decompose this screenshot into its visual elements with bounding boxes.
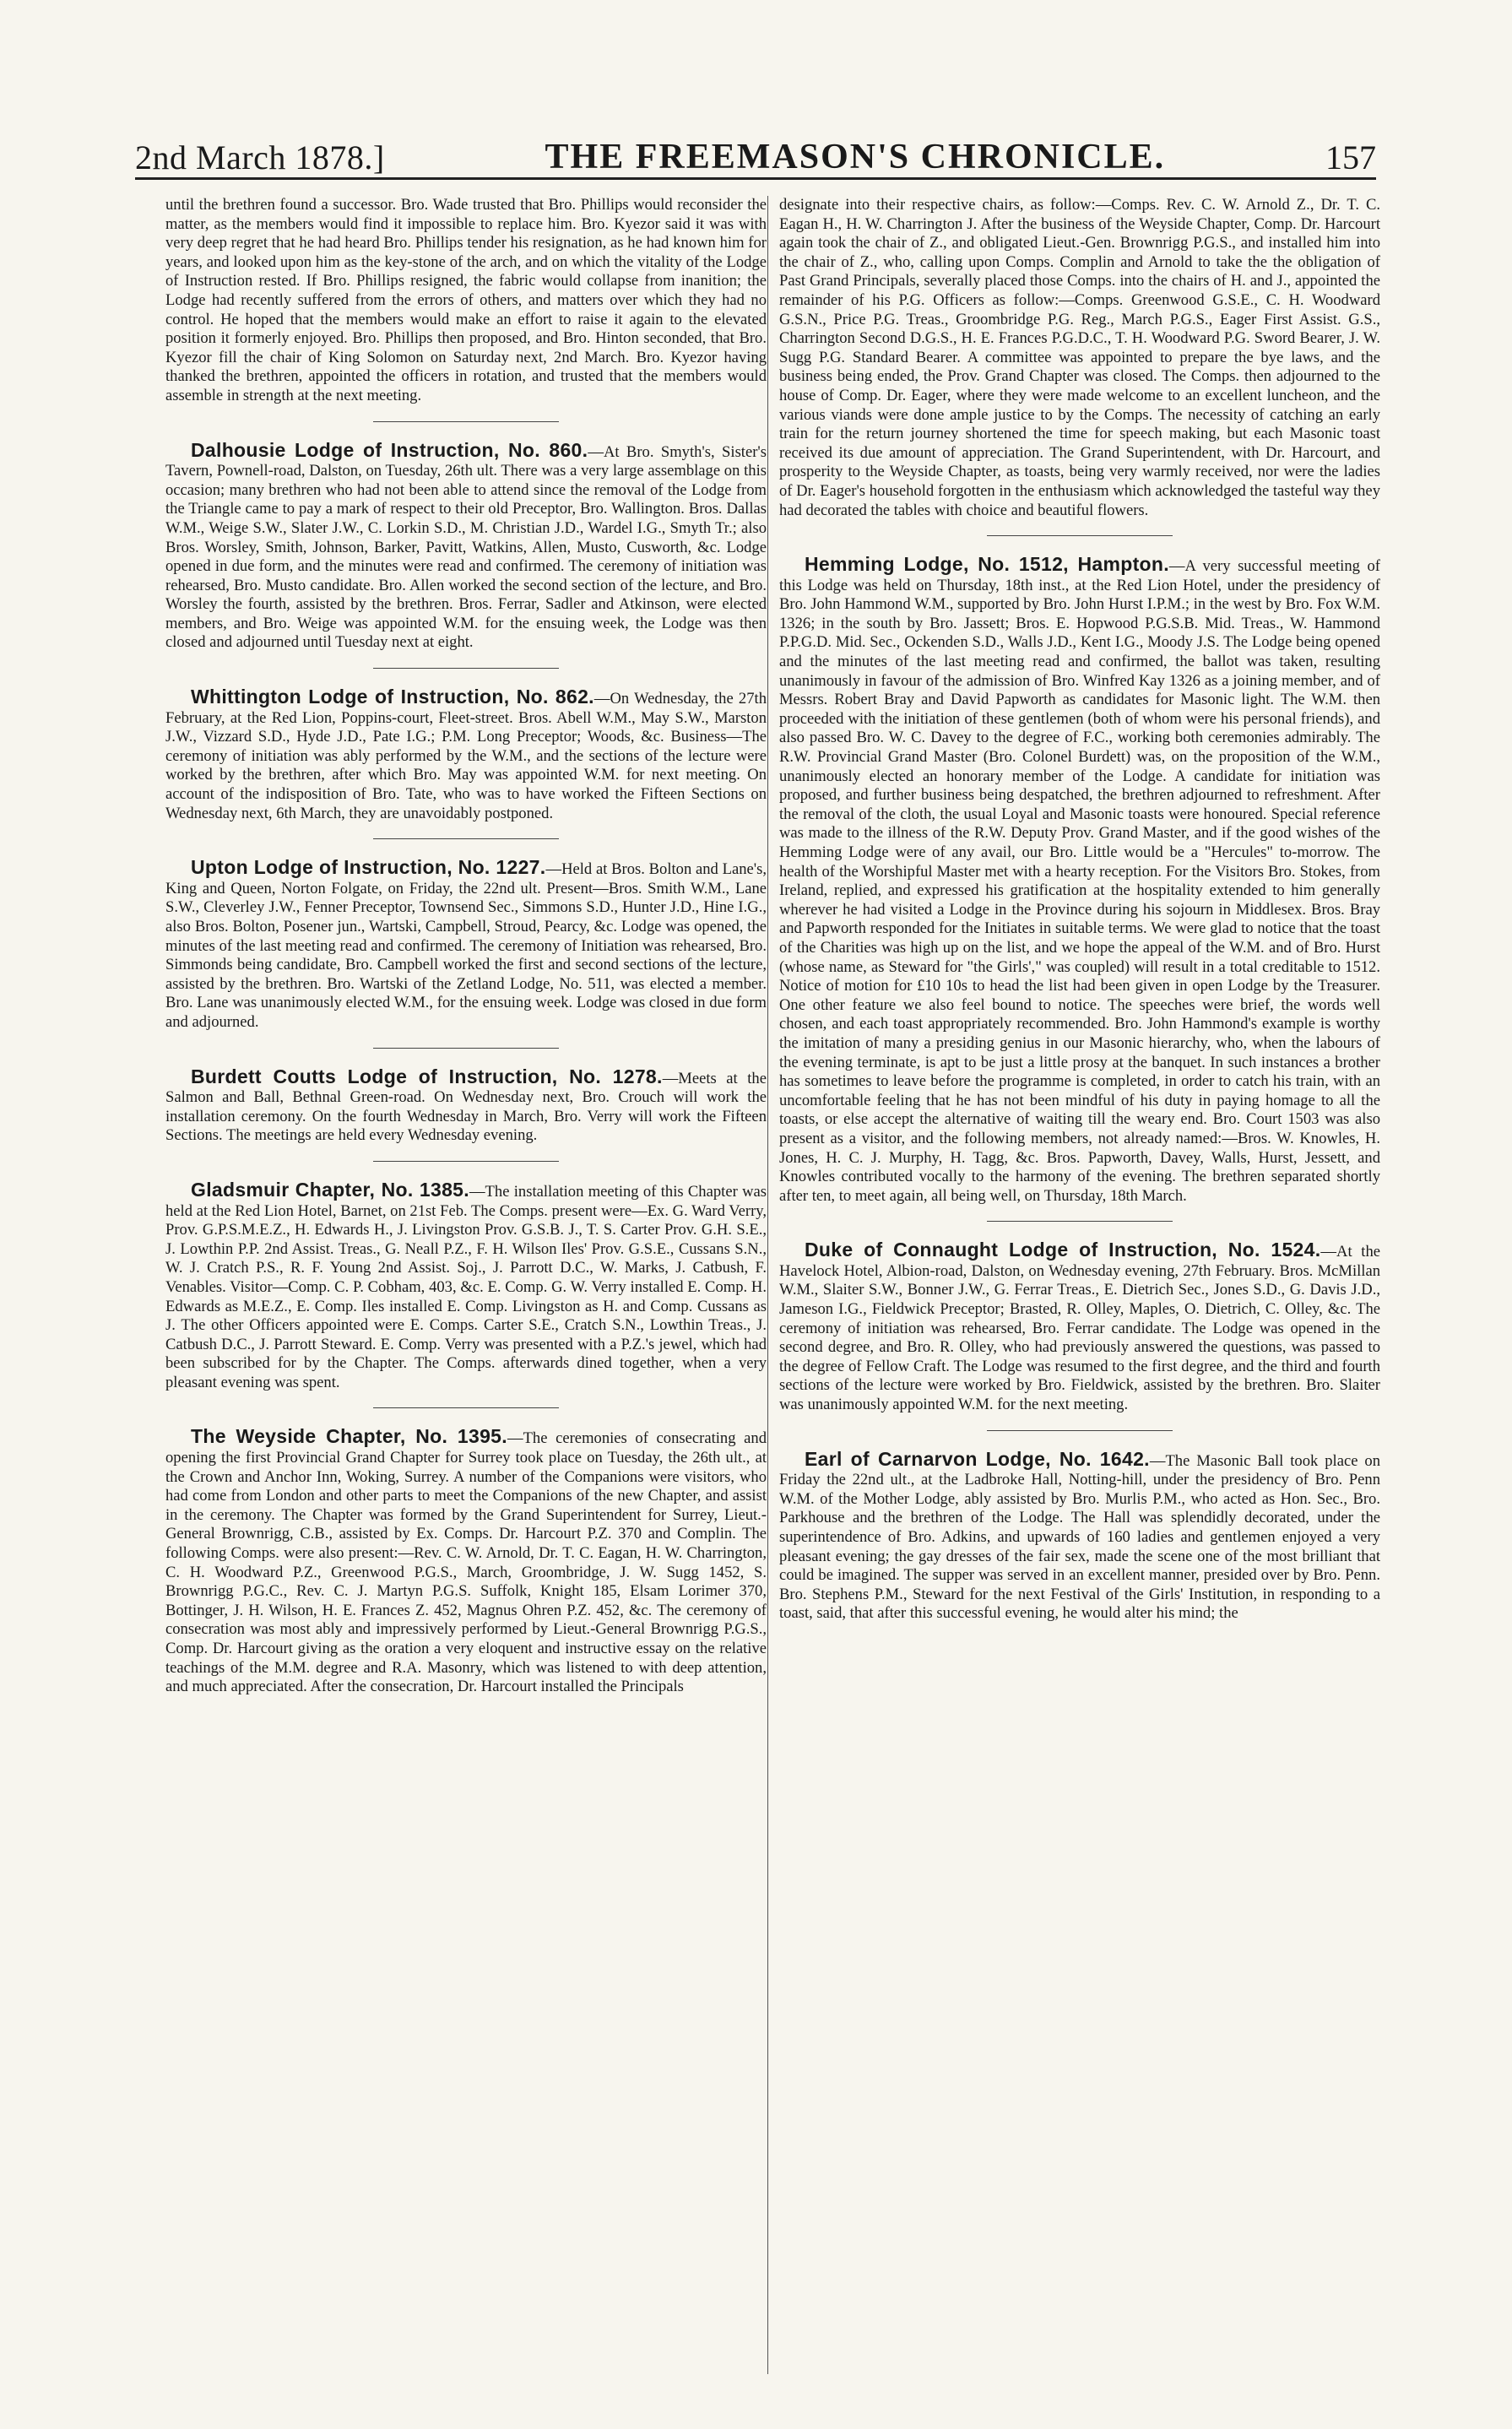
section-rule bbox=[373, 1407, 559, 1408]
right-column bbox=[779, 196, 1380, 1624]
section-rule bbox=[987, 1221, 1173, 1222]
column-divider bbox=[767, 196, 768, 2374]
continued-text: until the brethren found a successor. Bro. Wade trusted that Bro. Phillips would reconsider the matter, as the members would find it impossible to replace him. Bro. Kyezor said it was with very deep regret that he had heard Bro. Phillips tender his resignation, as he had known him for years, and looked upon him as the key-stone of the arch, and on which the vitality of the Lodge of Instruction rested. If Bro. Phillips resigned, the fabric would collapse from inanition; the Lodge had recently suffered from the errors of others, and matters over which they had no control. He hoped that the members would make an effort to raise it again to the elevated position it formerly enjoyed. Bro. Phillips then proposed, and Bro. Hinton seconded, that Bro. Kyezor fill the chair of King Solomon on Saturday next, 2nd March. Bro. Kyezor having thanked the brethren, appointed the officers in rotation, and trusted that the members would assemble in strength at the next meeting. bbox=[165, 196, 767, 404]
section-rule bbox=[373, 668, 559, 669]
article-heading: Duke of Connaught Lodge of Instruction, No. 1524. bbox=[805, 1239, 1321, 1261]
section-rule bbox=[373, 1161, 559, 1162]
article-body: —On Wednesday, the 27th February, at the Red Lion, Poppins-court, Fleet-street. Bros. Abell W.M., May S.W., Marston J.W., Vizzard S.D., Hyde J.D., Pate I.G.; P.M. Long Preceptor; Woods, &c. Business—The ceremony of initiation was ably performed by the W.M., and the sections of the lecture were worked by the brethren, after which Bro. May was appointed W.M. for next meeting. On account of the indisposition of Bro. Tate, who was to have worked the Fifteen Sections on Wednesday next, 6th March, they are unavoidably postponed. bbox=[165, 690, 767, 822]
article-body: —A very successful meeting of this Lodge was held on Thursday, 18th inst., at the Red Lion Hotel, under the presidency of Bro. John Hammond W.M., supported by Bro. John Hurst I.P.M.; in the west by Bro. Fox W.M. 1326; in the south by Bro. Jassett; Bros. E. Hopwood P.G.S.B. Mid. Treas., W. Hammond P.P.G.D. Mid. Sec., Ockenden S.D., Walls J.D., Kent I.G., Moody J.S. The Lodge being opened and the minutes of the last meeting read and confirmed, the ballot was taken, resulting unanimously in favour of the admission of Bro. Winfred Kay 1326 as a joining member, and of Messrs. Robert Bray and David Papworth as candidates for Masonic light. The W.M. then proceeded with the initiation of these gentlemen (both of whom were his personal friends), and also passed Bro. W. C. Davey to the degree of F.C., working both ceremonies admirably. The R.W. Provincial Grand Master (Bro. Colonel Burdett) was, on the proposition of the W.M., unanimously elected an honorary member of the Lodge. A candidate for initiation was proposed, and further business being despatched, the brethren adjourned to refreshment. After the removal of the cloth, the usual Loyal and Masonic toasts were honoured. Special reference was made to the illness of the R.W. Deputy Prov. Grand Master, and if the good wishes of the Hemming Lodge were of any avail, our Bro. Little would be a "Hercules" to-morrow. The health of the Worshipful Master met with a hearty reception. For the Visitors Bro. Stokes, from Ireland, replied, and expressed his gratification at the hospitality extended to him generally wherever he had visited a Lodge in the Province during his sojourn in Middlesex. Bros. Bray and Papworth responded for the Initiates in suitable terms. We were glad to notice that the toast of the Charities was high up on the list, and we hope the appeal of the W.M. and of Bro. Hurst (whose name, as Steward for "the Girls'," was coupled) will result in a total creditable to 1512. Notice of motion for £10 10s to head the list had been given in open Lodge by the Treasurer. One other feature we also feel bound to notice. The speeches were brief, the words well chosen, and each toast appropriately recommended. Bro. John Hammond's example is worthy the imitation of many a presiding genius in our Masonic hierarchy, who, when the labours of the evening terminate, is apt to be just a little prosy at the banquet. In such instances a brother has sometimes to leave before the programme is completed, in order to catch his train, with an uncomfortable feeling that he has not been mindful of his duty in paying homage to all the toasts, or else accept the alternative of waiting till the weary end. Bro. Court 1503 was also present as a visitor, and the following members, not already named:—Bros. W. Knowles, H. Jones, H. C. J. Murphy, H. Tagg, &c. Bros. Papworth, Davey, Walls, Hurst, Jessett, and Knowles contributed vocally to the harmony of the evening. The brethren separated shortly after ten, to meet again, all being well, on Thursday, 18th March. bbox=[779, 557, 1380, 1205]
section-rule bbox=[987, 535, 1173, 536]
article-body: —At the Havelock Hotel, Albion-road, Dalston, on Wednesday evening, 27th February. Bros. McMillan W.M., Slaiter S.W., Bonner J.W., G. Ferrar Treas., E. Dietrich Sec., Jones S.D., G. Davis J.D., Jameson I.G., Fieldwick Preceptor; Brasted, R. Olley, Maples, O. Dietrich, C. Olley, &c. The ceremony of initiation was rehearsed, Bro. Ferrar candidate. The Lodge was opened in the second degree, and Bro. R. Olley, who had previously answered the questions, was passed to the degree of Fellow Craft. The Lodge was resumed to the first degree, and the third and fourth sections of the lecture were worked by Bro. Fieldwick, assisted by the brethren. Bro. Slaiter was unanimously appointed W.M. for the next meeting. bbox=[779, 1243, 1380, 1414]
article-body: —Held at Bros. Bolton and Lane's, King and Queen, Norton Folgate, on Friday, the 22nd ult. Present—Bros. Smith W.M., Lane S.W., Cleverley J.W., Fenner Preceptor, Townsend Sec., Simmons S.D., Hunter J.D., Hine I.G., also Bros. Bolton, Posener jun., Wartski, Campbell, Stroud, Pearcy, &c. Lodge was opened, the minutes of the last meeting read and confirmed. The ceremony of Initiation was rehearsed, Bro. Simmonds being candidate, Bro. Campbell worked the first and second sections of the lecture, assisted by the brethren. Bro. Wartski of the Zetland Lodge, No. 511, was elected a member. Bro. Lane was unanimously elected W.M., for the ensuing week. Lodge was closed in due form and adjourned. bbox=[165, 860, 767, 1031]
article-heading: Dalhousie Lodge of Instruction, No. 860. bbox=[191, 438, 588, 461]
article bbox=[165, 1067, 767, 1146]
masthead bbox=[135, 127, 1376, 180]
article-heading: Burdett Coutts Lodge of Instruction, No. 1278. bbox=[191, 1065, 663, 1087]
article-heading: The Weyside Chapter, No. 1395. bbox=[191, 1425, 507, 1448]
article bbox=[165, 858, 767, 1032]
section-rule bbox=[373, 1048, 559, 1049]
left-column bbox=[165, 196, 767, 1697]
article-heading: Upton Lodge of Instruction, No. 1227. bbox=[191, 856, 546, 879]
article bbox=[779, 1447, 1380, 1624]
section-rule bbox=[373, 421, 559, 422]
article-body: —The Masonic Ball took place on Friday the 22nd ult., at the Ladbroke Hall, Notting-hill, under the presidency of Bro. Penn W.M. of the Mother Lodge, ably assisted by Bro. Murlis P.M., who acted as Hon. Sec., Bro. Parkhouse and the brethren of the Lodge. The Hall was splendidly decorated, under the superintendence of Bro. Adkins, and upwards of 160 ladies and gentlemen enjoyed a very pleasant evening; the gay dresses of the fair sex, made the scene one of the most brilliant that could be imagined. The supper was served in an excellent manner, presided over by Bro. Penn. Bro. Stephens P.M., Steward for the next Festival of the Girls' Institution, in responding to a toast, said, that after this successful evening, he would alter his mind; the bbox=[779, 1451, 1380, 1623]
article-heading: Hemming Lodge, No. 1512, Hampton. bbox=[805, 553, 1169, 576]
article-heading: Whittington Lodge of Instruction, No. 862. bbox=[191, 686, 594, 708]
publication-title: THE FREEMASON'S CHRONICLE. bbox=[545, 138, 1166, 176]
article-heading: Earl of Carnarvon Lodge, No. 1642. bbox=[805, 1447, 1150, 1470]
article-body: —At Bro. Smyth's, Sister's Tavern, Pownell-road, Dalston, on Tuesday, 26th ult. There was a very large assemblage on this occasion; many brethren who had not been able to attend since the removal of the Lodge from the Triangle came to pay a mark of respect to their old Preceptor, Bro. Wallington. Bros. Dallas W.M., Weige S.W., Slater J.W., C. Lorkin S.D., M. Christian J.D., Wardel I.G., Smyth Tr.; also Bros. Worsley, Smith, Johnson, Barker, Pavitt, Watkins, Allen, Musto, Cusworth, &c. Lodge opened in due form, and the minutes were read and confirmed. The ceremony of initiation was rehearsed, Bro. Musto candidate. Bro. Allen worked the second section of the lecture, and Bro. Worsley the fourth, assisted by the brethren. Bros. Ferrar, Sadler and Atkinson, were elected members, and Bro. Weige was appointed W.M. for the ensuing week, the Lodge was then closed and adjourned until Tuesday next at eight. bbox=[165, 442, 767, 652]
section-rule bbox=[987, 1430, 1173, 1431]
article-body: —Meets at the Salmon and Ball, Bethnal Green-road. On Wednesday next, Bro. Crouch will work the installation ceremony. On the fourth Wednesday in March, Bro. Verry will work the Fifteen Sections. The meetings are held every Wednesday evening. bbox=[165, 1069, 767, 1145]
article-heading: Gladsmuir Chapter, No. 1385. bbox=[191, 1178, 469, 1201]
section-rule bbox=[373, 838, 559, 839]
article bbox=[779, 555, 1380, 1206]
article-body: —The ceremonies of consecrating and opening the first Provincial Grand Chapter for Surrey took place on Tuesday, the 26th ult., at the Crown and Anchor Inn, Woking, Surrey. A number of the Companions were visitors, who had come from London and other parts to meet the Companions of the new Chapter, and assist in the ceremony. The Chapter was formed by the Grand Superintendent for Surrey, Lieut.-General Brownrigg, C.B., assisted by Ex. Comps. Dr. Harcourt P.Z. 370 and Complin. The following Comps. were also present:—Rev. C. W. Arnold, Dr. T. C. Eagan, H. W. Charrington, C. H. Woodward P.Z., Greenwood P.G.S., March, Groombridge, J. W. Sugg 1452, S. Brownrigg P.G.C., Rev. C. J. Martyn P.G.S. Suffolk, Knight 185, Elsam Lorimer 370, Bottinger, J. H. Wilson, H. E. Frances Z. 452, Magnus Ohren P.Z. 452, &c. The ceremony of consecration was most ably and impressively performed by Lieut.-General Brownrigg P.G.S., Comp. Dr. Harcourt giving as the oration a very eloquent and instructive essay on the relative teachings of the M.M. degree and R.A. Masonry, which was listened to with deep attention, and much appreciated. After the consecration, Dr. Harcourt installed the Principals bbox=[165, 1429, 767, 1696]
article bbox=[165, 1180, 767, 1393]
article-body: —The installation meeting of this Chapter was held at the Red Lion Hotel, Barnet, on 21st Feb. The Comps. present were—Ex. G. Ward Verry, Prov. G.P.S.M.E.Z., H. Edwards H., J. Livingston Prov. G.S.B. J., T. S. Carter Prov. G.H. S.E., J. Lowthin P.P. 2nd Assist. Treas., G. Neall P.Z., F. H. Wilson Iles' Prov. G.S.E., Cussans S.N., W. J. Cratch P.S., R. F. Young 2nd Assist. Soj., J. Parrott D.C., W. Marks, J. Catbush, F. Venables. Visitor—Comp. C. P. Cobham, 403, &c. E. Comp. G. W. Verry installed E. Comp. H. Edwards as M.E.Z., E. Comp. Iles installed E. Comp. Livingston as H. and Comp. Cussans as J. The other Officers appointed were E. Comps. Carter S.E., Cratch S.N., Lowthin Treas., J. Catbush D.C., J. Parrott Steward. E. Comp. Verry was presented with a P.Z.'s jewel, which had been subscribed for by the Chapter. The Comps. afterwards dined together, when a very pleasant evening was spent. bbox=[165, 1182, 767, 1391]
article bbox=[165, 1427, 767, 1696]
article bbox=[165, 687, 767, 823]
page-number: 157 bbox=[1325, 138, 1376, 176]
continued-text: designate into their respective chairs, as follow:—Comps. Rev. C. W. Arnold Z., Dr. T. C. Eagan H., H. W. Charrington J. After the business of the Weyside Chapter, Comp. Dr. Harcourt again took the chair of Z., and obligated Lieut.-Gen. Brownrigg P.G.S., and installed him into the chair of Z., who, calling upon Comps. Complin and Arnold to take the the obligation of Past Grand Principals, severally placed those Comps. into the chairs of H. and J., appointed the remainder of his P.G. Officers as follow:—Comps. Greenwood G.S.E., C. H. Woodward G.S.N., Price P.G. Treas., Groombridge P.G. Reg., March P.G.S., Eager First Assist. G.S., Charrington Second D.G.S., H. E. Frances P.G.D.C., T. H. Woodward P.G. Sword Bearer, J. W. Sugg P.G. Standard Bearer. A committee was appointed to prepare the bye laws, and the business being ended, the Prov. Grand Chapter was closed. The Comps. then adjourned to the house of Comp. Dr. Eager, where they were made welcome to an excellent luncheon, and the various viands were done ample justice to by the Comps. The necessity of catching an early train for the return journey shortened the time for speech making, but each Masonic toast received its due amount of appreciation. The Grand Superintendent, with Dr. Harcourt, and prosperity to the Weyside Chapter, as toasts, being very warmly received, nor were the ladies of Dr. Eager's household forgotten in the enthusiasm which acknowledged the tasteful way they had decorated the tables with choice and beautiful flowers. bbox=[779, 196, 1380, 519]
article bbox=[165, 438, 767, 653]
issue-date: 2nd March 1878.] bbox=[135, 138, 385, 176]
article bbox=[779, 1240, 1380, 1414]
